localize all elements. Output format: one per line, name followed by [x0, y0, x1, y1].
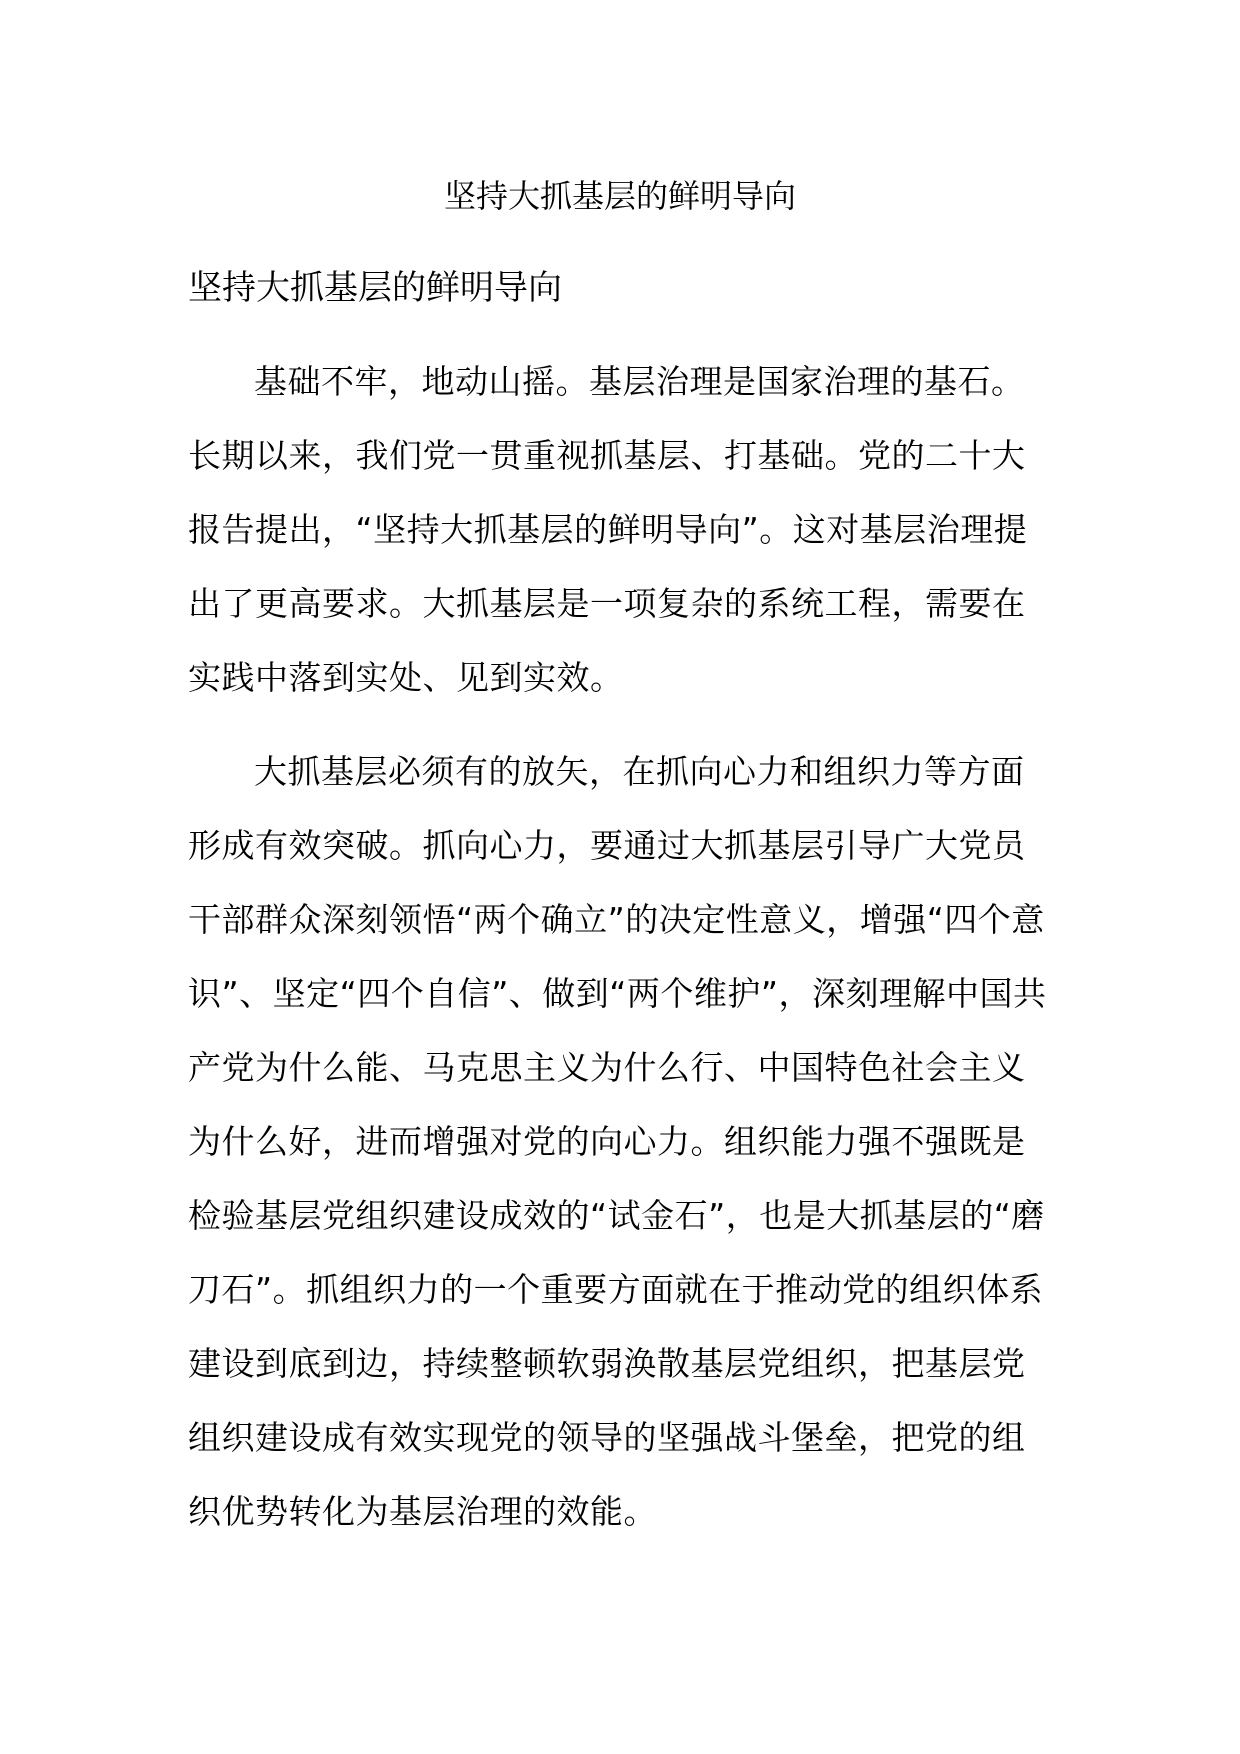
document-subtitle: 坚持大抓基层的鲜明导向 — [188, 268, 562, 308]
body-paragraph: 大抓基层必须有的放矢，在抓向心力和组织力等方面形成有效突破。抓向心力，要通过大抓基层引导广大党员干部群众深刻领悟“两个确立”的决定性意义，增强“四个意识”、坚定“四个自信”、做到“两个维护”，深刻理解中国共产党为什么能、马克思主义为什么行、中国特色社会主义为什么好，进而增强对党的向心力。组织能力强不强既是检验基层党组织建设成效的“试金石”，也是大抓基层的“磨刀石”。抓组织力的一个重要方面就在于推动党的组织体系建设到底到边，持续整顿软弱涣散基层党组织，把基层党组织建设成有效实现党的领导的坚强战斗堡垒，把党的组织优势转化为基层治理的效能。 — [188, 752, 1047, 1531]
body-paragraph: 基础不牢，地动山摇。基层治理是国家治理的基石。长期以来，我们党一贯重视抓基层、打基础。党的二十大报告提出，“坚持大抓基层的鲜明导向”。这对基层治理提出了更高要求。大抓基层是一项复杂的系统工程，需要在实践中落到实处、见到实效。 — [188, 362, 1028, 697]
document-title: 坚持大抓基层的鲜明导向 — [443, 177, 796, 215]
